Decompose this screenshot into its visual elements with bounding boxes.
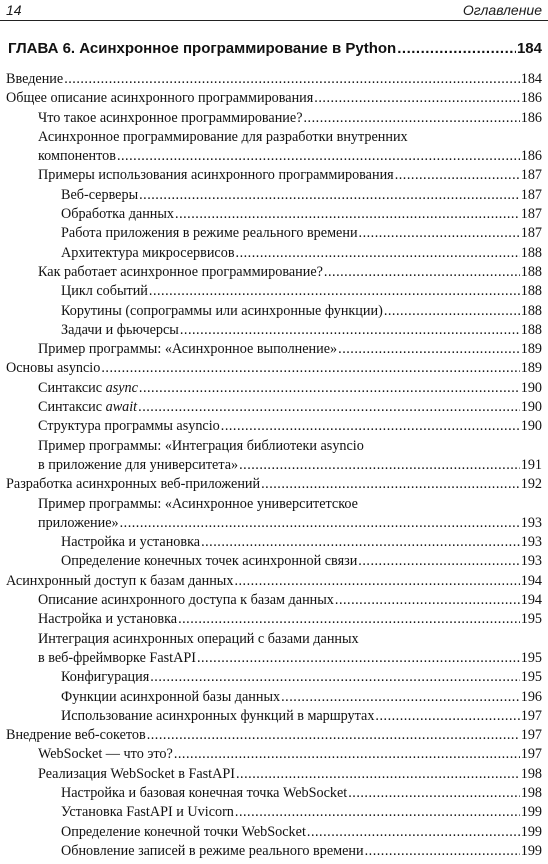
chapter-heading[interactable] xyxy=(8,40,542,57)
toc-entry-text xyxy=(38,166,394,185)
toc-entry-label: Асинхронный доступ к базам данных xyxy=(6,572,234,589)
dot-leader xyxy=(348,784,519,803)
toc-entry-label: Корутины (сопрограммы или асинхронные функции) xyxy=(61,302,383,319)
toc-entry[interactable] xyxy=(0,495,548,534)
toc-entry[interactable] xyxy=(0,803,548,822)
dot-leader xyxy=(120,514,520,533)
toc-entry[interactable] xyxy=(0,630,548,669)
toc-entry[interactable] xyxy=(0,726,548,745)
toc-entry-row xyxy=(38,417,542,436)
toc-entry-page: 197 xyxy=(520,707,542,724)
toc-entry-text xyxy=(6,475,260,494)
toc-entry-page: 193 xyxy=(520,553,542,570)
toc-entry-label: Настройка и установка xyxy=(61,534,201,551)
toc-entry-text xyxy=(38,109,303,128)
toc-entry[interactable] xyxy=(0,591,548,610)
toc-entry[interactable] xyxy=(0,475,548,494)
toc-entry-label: Обработка данных xyxy=(61,206,175,223)
dot-leader xyxy=(139,186,520,205)
toc-entry-text xyxy=(38,649,196,668)
toc-entry-label: Использование асинхронных функций в маршрутах xyxy=(61,707,375,724)
toc-entry[interactable] xyxy=(0,610,548,629)
toc-entry-page: 199 xyxy=(520,804,542,821)
toc-entry-row xyxy=(38,765,542,784)
page-header xyxy=(0,0,548,22)
toc-entry-text-line1: Пример программы: «Асинхронное университетское xyxy=(38,495,358,512)
dot-leader xyxy=(139,379,520,398)
toc-entry-row xyxy=(61,803,542,822)
toc-entry-row xyxy=(38,379,542,398)
dot-leader xyxy=(338,340,520,359)
toc-entry-keyword: await xyxy=(105,399,138,416)
toc-entry[interactable] xyxy=(0,109,548,128)
toc-entry-row xyxy=(38,456,542,475)
toc-entry[interactable] xyxy=(0,70,548,89)
toc-entry-label: Пример программы: «Асинхронное выполнение» xyxy=(38,341,338,358)
toc-entry-text xyxy=(61,224,358,243)
toc-entry-row xyxy=(61,688,542,707)
toc-entry-page: 195 xyxy=(520,669,542,686)
dot-leader xyxy=(397,40,516,57)
toc-entry-page: 189 xyxy=(520,341,542,358)
dot-leader xyxy=(239,456,520,475)
toc-entry-text xyxy=(61,842,364,861)
toc-entry[interactable] xyxy=(0,437,548,476)
toc-entry-page: 186 xyxy=(520,109,542,126)
dot-leader xyxy=(359,224,520,243)
dot-leader xyxy=(178,610,520,629)
toc-entry[interactable] xyxy=(0,205,548,224)
toc-entry-page: 188 xyxy=(520,263,542,280)
toc-entry-text xyxy=(6,70,63,89)
toc-entry-text xyxy=(38,610,177,629)
toc-entry-row xyxy=(6,475,542,494)
toc-entry-text xyxy=(38,147,116,166)
toc-entry-label: Функции асинхронной базы данных xyxy=(61,688,281,705)
toc-entry-label: Установка FastAPI и Uvicorn xyxy=(61,804,234,821)
dot-leader xyxy=(175,205,520,224)
toc-entry-page: 192 xyxy=(520,476,542,493)
dot-leader xyxy=(358,552,519,571)
toc-entry-label: Настройка и установка xyxy=(38,611,178,628)
toc-entry[interactable] xyxy=(0,552,548,571)
toc-entry-page: 187 xyxy=(520,167,542,184)
toc-entry-text xyxy=(61,552,357,571)
toc-entry-label: Обновление записей в режиме реального времени xyxy=(61,842,364,859)
toc-entry-label: Определение конечных точек асинхронной связи xyxy=(61,553,358,570)
toc-entry-text xyxy=(61,688,280,707)
toc-entry-row xyxy=(61,205,542,224)
toc-entry-row xyxy=(38,398,542,417)
toc-entry-page: 194 xyxy=(520,572,542,589)
toc-entry-label: Конфигурация xyxy=(61,669,150,686)
toc-entry[interactable] xyxy=(0,89,548,108)
toc-entry-label: Примеры использования асинхронного программирования xyxy=(38,167,394,184)
toc-entry-text xyxy=(61,282,148,301)
dot-leader xyxy=(236,765,520,784)
toc-entry-row xyxy=(38,649,542,668)
toc-entry-label: Работа приложения в режиме реального времени xyxy=(61,225,358,242)
toc-entry-row xyxy=(6,726,542,745)
dot-leader xyxy=(365,842,520,861)
toc-entry-text xyxy=(61,302,383,321)
toc-entry-page: 190 xyxy=(520,379,542,396)
toc-entry-text xyxy=(6,726,146,745)
toc-entry-row xyxy=(38,147,542,166)
toc-entry[interactable] xyxy=(0,668,548,687)
toc-entry-page: 189 xyxy=(520,360,542,377)
toc-entry-label: Общее описание асинхронного программирования xyxy=(6,90,314,107)
toc-entry-text xyxy=(38,340,337,359)
toc-entry-page: 198 xyxy=(520,784,542,801)
toc-entry-text xyxy=(61,205,174,224)
toc-entry[interactable] xyxy=(0,572,548,591)
toc-entry-text xyxy=(38,514,119,533)
toc-entry-row xyxy=(61,668,542,687)
dot-leader xyxy=(138,398,520,417)
dot-leader xyxy=(180,321,520,340)
toc-entry-row xyxy=(38,591,542,610)
toc-entry-label: Описание асинхронного доступа к базам данных xyxy=(38,592,334,609)
toc-entry[interactable] xyxy=(0,263,548,282)
toc-entry-page: 187 xyxy=(520,186,542,203)
toc-entry-text xyxy=(38,379,138,398)
toc-entry-text xyxy=(38,263,323,282)
toc-entry-page: 188 xyxy=(520,321,542,338)
toc-entry[interactable] xyxy=(0,166,548,185)
toc-entry-page: 188 xyxy=(520,302,542,319)
dot-leader xyxy=(384,302,520,321)
toc-entry-label: Цикл событий xyxy=(61,283,148,300)
dot-leader xyxy=(234,572,519,591)
toc-entry-label: приложение» xyxy=(38,514,119,531)
toc-entry[interactable] xyxy=(0,302,548,321)
toc-entry-row xyxy=(61,707,542,726)
toc-entry-text xyxy=(61,784,347,803)
toc-entry-page: 193 xyxy=(520,534,542,551)
table-of-contents xyxy=(0,70,548,861)
toc-entry-row xyxy=(61,842,542,861)
toc-entry[interactable] xyxy=(0,765,548,784)
dot-leader xyxy=(149,282,520,301)
toc-entry-page: 197 xyxy=(520,746,542,763)
toc-entry-row xyxy=(61,552,542,571)
toc-entry-row xyxy=(38,610,542,629)
toc-entry-page: 186 xyxy=(520,90,542,107)
toc-entry-row xyxy=(61,784,542,803)
dot-leader xyxy=(324,263,520,282)
toc-entry-label: в веб-фреймворке FastAPI xyxy=(38,649,196,666)
toc-entry-page: 190 xyxy=(520,399,542,416)
toc-entry[interactable] xyxy=(0,321,548,340)
dot-leader xyxy=(281,688,520,707)
dot-leader xyxy=(261,475,520,494)
toc-entry-text xyxy=(61,186,138,205)
toc-entry[interactable] xyxy=(0,417,548,436)
toc-entry-row xyxy=(61,224,542,243)
toc-entry-keyword: async xyxy=(105,379,138,396)
dot-leader xyxy=(375,707,519,726)
toc-entry-row xyxy=(38,263,542,282)
toc-entry-text xyxy=(38,745,173,764)
dot-leader xyxy=(221,417,520,436)
toc-entry-text xyxy=(61,823,306,842)
toc-entry-label: Определение конечной точки WebSocket xyxy=(61,823,306,840)
toc-entry[interactable] xyxy=(0,688,548,707)
toc-entry-text xyxy=(61,533,200,552)
dot-leader xyxy=(150,668,519,687)
toc-entry-label: Задачи и фьючерсы xyxy=(61,321,179,338)
toc-entry-text-line1: Асинхронное программирование для разработки внутренних xyxy=(38,128,408,145)
toc-entry-text xyxy=(38,398,137,417)
toc-entry-text xyxy=(6,572,233,591)
toc-entry[interactable] xyxy=(0,533,548,552)
toc-entry[interactable] xyxy=(0,359,548,378)
toc-entry[interactable] xyxy=(0,379,548,398)
toc-entry-text xyxy=(6,89,313,108)
toc-entry-page: 187 xyxy=(520,206,542,223)
dot-leader xyxy=(314,89,519,108)
toc-entry-row xyxy=(6,359,542,378)
toc-entry[interactable] xyxy=(0,340,548,359)
toc-entry-row xyxy=(61,302,542,321)
toc-entry-text xyxy=(61,244,235,263)
toc-entry-text xyxy=(38,591,334,610)
toc-entry-text-line1: Пример программы: «Интеграция библиотеки asyncio xyxy=(38,437,364,454)
toc-entry-text xyxy=(61,321,179,340)
toc-entry-row xyxy=(61,321,542,340)
toc-entry-row xyxy=(61,244,542,263)
chapter-title: ГЛАВА 6. Асинхронное программирование в Python xyxy=(8,40,397,57)
toc-entry-label: Как работает асинхронное программирование? xyxy=(38,263,323,280)
toc-entry-label: в приложение для университета» xyxy=(38,456,239,473)
dot-leader xyxy=(64,70,520,89)
toc-entry-row xyxy=(38,745,542,764)
toc-entry[interactable] xyxy=(0,745,548,764)
toc-entry[interactable] xyxy=(0,128,548,167)
header-rule xyxy=(0,20,548,21)
toc-entry-label: Что такое асинхронное программирование? xyxy=(38,109,303,126)
toc-entry-page: 199 xyxy=(520,842,542,859)
toc-entry-page: 194 xyxy=(520,592,542,609)
toc-entry-page: 193 xyxy=(520,514,542,531)
toc-entry-label: Настройка и базовая конечная точка WebSocket xyxy=(61,784,348,801)
toc-entry-page: 191 xyxy=(520,456,542,473)
toc-entry-text-line1: Интеграция асинхронных операций с базами данных xyxy=(38,630,359,647)
toc-entry[interactable] xyxy=(0,823,548,842)
toc-entry-label: Синтаксис xyxy=(38,399,106,416)
dot-leader xyxy=(197,649,520,668)
toc-entry-page: 199 xyxy=(520,823,542,840)
toc-entry[interactable] xyxy=(0,186,548,205)
toc-entry-label: Введение xyxy=(6,71,64,87)
dot-leader xyxy=(235,803,520,822)
toc-entry-row xyxy=(61,823,542,842)
toc-entry-label: WebSocket — что это? xyxy=(38,746,173,763)
toc-entry-row xyxy=(38,514,542,533)
toc-entry-row xyxy=(38,109,542,128)
toc-entry-page: 195 xyxy=(520,649,542,666)
toc-entry-label: Архитектура микросервисов xyxy=(61,244,235,261)
toc-entry-page: 197 xyxy=(520,727,542,744)
toc-entry[interactable] xyxy=(0,707,548,726)
toc-entry[interactable] xyxy=(0,244,548,263)
toc-entry[interactable] xyxy=(0,842,548,861)
toc-entry-page: 190 xyxy=(520,418,542,435)
toc-entry[interactable] xyxy=(0,398,548,417)
toc-entry-text xyxy=(6,359,100,378)
toc-entry-page: 188 xyxy=(520,244,542,261)
toc-entry-text xyxy=(61,803,234,822)
dot-leader xyxy=(201,533,520,552)
toc-entry-page: 184 xyxy=(520,71,542,87)
running-title: Оглавление xyxy=(462,2,542,18)
dot-leader xyxy=(335,591,520,610)
toc-entry[interactable] xyxy=(0,224,548,243)
toc-entry-page: 196 xyxy=(520,688,542,705)
toc-entry-text xyxy=(38,417,220,436)
toc-entry-text xyxy=(61,668,149,687)
dot-leader xyxy=(174,745,520,764)
toc-entry-label: Основы asyncio xyxy=(6,360,101,377)
dot-leader xyxy=(101,359,519,378)
dot-leader xyxy=(307,823,520,842)
toc-entry-label: Внедрение веб-сокетов xyxy=(6,727,146,744)
toc-entry-label: Разработка асинхронных веб-приложений xyxy=(6,476,261,493)
toc-entry-label: Веб-серверы xyxy=(61,186,139,203)
toc-entry-row xyxy=(38,166,542,185)
dot-leader xyxy=(236,244,520,263)
toc-entry[interactable] xyxy=(0,282,548,301)
toc-entry-label: Структура программы asyncio xyxy=(38,418,220,435)
toc-entry-row xyxy=(61,186,542,205)
toc-entry-page: 186 xyxy=(520,148,542,165)
page-number: 14 xyxy=(6,2,22,18)
toc-entry[interactable] xyxy=(0,784,548,803)
dot-leader xyxy=(117,147,520,166)
toc-entry-row xyxy=(6,572,542,591)
toc-entry-text xyxy=(38,765,235,784)
toc-entry-label: Синтаксис xyxy=(38,379,106,396)
toc-entry-text xyxy=(61,707,374,726)
toc-entry-row xyxy=(61,282,542,301)
toc-entry-text xyxy=(38,456,238,475)
toc-entry-page: 188 xyxy=(520,283,542,300)
toc-entry-page: 195 xyxy=(520,611,542,628)
toc-entry-page: 187 xyxy=(520,225,542,242)
chapter-page: 184 xyxy=(516,40,542,57)
toc-entry-page: 198 xyxy=(520,765,542,782)
toc-entry-row xyxy=(6,89,542,108)
dot-leader xyxy=(304,109,520,128)
toc-entry-label: Реализация WebSocket в FastAPI xyxy=(38,765,235,782)
toc-entry-row xyxy=(61,533,542,552)
dot-leader xyxy=(395,166,520,185)
toc-entry-row xyxy=(6,70,542,89)
dot-leader xyxy=(147,726,520,745)
toc-entry-label: компонентов xyxy=(38,148,116,165)
toc-entry-row xyxy=(38,340,542,359)
